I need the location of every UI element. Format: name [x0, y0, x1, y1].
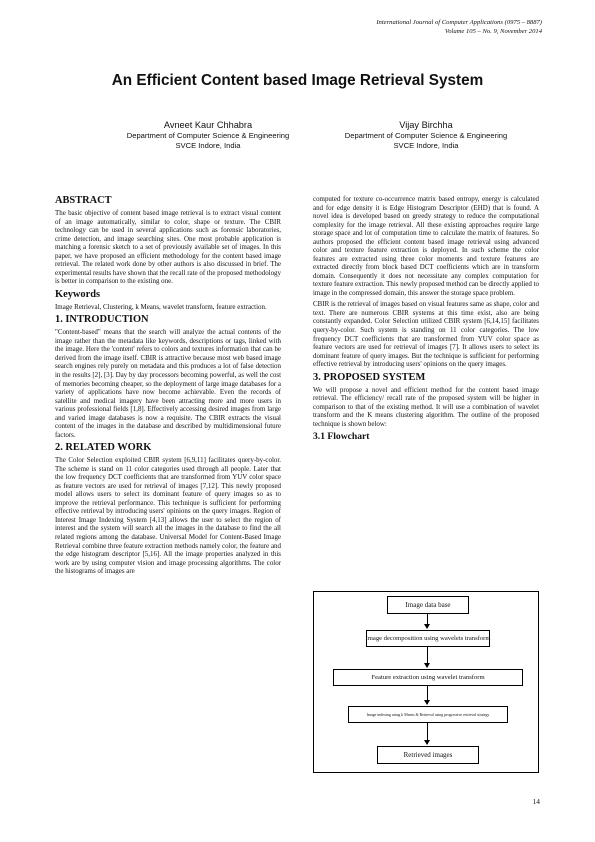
keywords-heading: Keywords — [55, 288, 101, 300]
flow-step-retrieved-images: Retrieved images — [377, 746, 479, 764]
flowchart-frame — [313, 591, 539, 773]
flow-step-image-indexing: Image indexing using k Means & Retrieval using progressive retrieval strategy — [348, 706, 508, 723]
journal-header — [376, 18, 542, 36]
related-work-continued-text: computed for texture co-occurrence matrix based entropy, energy is calculated and for edge density it is Edge Histogram Descriptor (EHD) that is found. A novel idea is developed based on greedy strategy to reduce the computational complexity for the image retrieval. All these existing approaches require large storage space and lot of computation time to calculate the matrix of features. So authors proposed the efficient content based image retrieval using advanced color and texture feature extraction is deployed. In such scheme the color features are extracted using three color moments and texture features are extracted directly from block based DCT coefficients which are in transform domain. Consequently it does not necessitate any complex computation for texture feature extraction. This newly proposed method can be directly applied to image in the compressed domain, this answer the storage space problem. — [313, 195, 539, 297]
flowchart-heading: 3.1 Flowchart — [313, 431, 370, 443]
abstract-heading: ABSTRACT — [55, 195, 112, 206]
journal-volume: Volume 105 – No. 9, November 2014 — [444, 28, 542, 35]
author-institution: SVCE Indore, India — [393, 141, 459, 150]
cbir-paragraph: CBIR is the retrieval of images based on visual features same as shape, color and text. There are numerous CBIR systems at this time exist, also are being constantly expanded. Color Selection utilized CBIR system [6,14,15] facilitates query-by-color. Such system is standing on 11 color categories. The low frequency DCT coefficients that are transformed from YUV color space as feature vectors are used for retrieval of images [7]. It allows users to select its dominant feature of query images. But the technique is sufficient for performing effective retrieval by introducing users' opinions on the query images. — [313, 300, 539, 369]
flow-step-image-database: Image data base — [387, 596, 469, 614]
journal-name: International Journal of Computer Applications (0975 – 8887) — [376, 19, 542, 26]
author-name: Vijay Birchha — [399, 120, 453, 130]
flow-arrow — [427, 686, 428, 704]
proposed-system-text: We will propose a novel and efficient method for the content based image retrieval. The efficiency/ recall rate of the proposed system will be higher in comparison to that of the existing method. It will use a combination of wavelet transform and the K means clustering algorithm. The outline of the proposed technique is shown below: — [313, 385, 539, 428]
author-department: Department of Computer Science & Engineering — [126, 131, 290, 140]
flow-arrow — [427, 647, 428, 667]
abstract-text: The basic objective of content based image retrieval is to extract visual content of an image automatically, similar to color, shape or texture. The CBIR technology can be used in several applications such as forensic laboratories, crime detection, and image searching sites. One most probable application is matching a forensic sketch to a set of previously available set of images. In this paper, we have proposed an efficient methodology for the content based image retrieval. The related work done by other authors is also discussed in brief. The experimental results have shown that the recall rate of the proposed methodology is better in comparison to the existing one. — [55, 209, 281, 286]
keywords-text: Image Retrieval, Clustering, k Means, wavelet transform, feature extraction. — [55, 302, 267, 311]
flow-arrow — [427, 723, 428, 744]
introduction-heading: 1. INTRODUCTION — [55, 314, 149, 326]
flow-step-image-decomposition: Image decomposition using wavelets transform — [366, 630, 490, 647]
page-number: 14 — [532, 797, 540, 806]
author-name: Avneet Kaur Chhabra — [163, 120, 253, 130]
related-work-heading: 2. RELATED WORK — [55, 442, 152, 454]
related-work-text: The Color Selection exploited CBIR system [6,9,11] facilitates query-by-color. The scheme is stand on 11 color categories used through all people. Later that the low frequency DCT coefficients that are transformed from YUV color space as feature vectors are used for retrieval of images [7,12]. This newly proposed model allows users to select its dominant feature of query images so as to improve the retrieval performance. This technique is sufficient for performing effective retrieval by introducing users' opinions on the query images. Region of Interest Image Indexing System [4,13] allows the user to select the region of interest and the system will search all the images in the database to find the all related regions among the database. Universal Model for Content-Based Image Retrieval combine three feature extraction methods namely color, the feature and the edge histogram descriptor [5,16]. All the image properties analyzed in this work are by using computer vision and image processing algorithms. The color the histograms of images are — [55, 456, 281, 576]
proposed-system-heading: 3. PROPOSED SYSTEM — [313, 371, 426, 383]
flow-step-feature-extraction: Feature extraction using wavelet transform — [333, 669, 523, 686]
author-block-2 — [306, 120, 546, 151]
author-block-1 — [88, 120, 328, 151]
right-column — [313, 195, 539, 445]
author-department: Department of Computer Science & Engineering — [344, 131, 508, 140]
introduction-text: "Content-based" means that the search will analyze the actual contents of the image rather than the metadata like keywords, descriptions or tags, linked with the image. Here the 'content' refers to colors and textures information that can be derived from the image itself. CBIR is attractive because most web based image search engines rely purely on metadata and this produces a lot of false detection in the results [2], [3]. Day by day processors becoming powerful, as well the cost of memories becoming cheaper, so the deployment of large image databases for a variety of applications have now become achievable. Even the records of satellite and medical imagery have been attracting more and more users in various professional fields [1,8]. Effectively accessing desired images from large and varied image databases is now a requisite. The CBIR extracts the visual content of the images in the database and described by multidimensional future factors. — [55, 328, 281, 439]
author-institution: SVCE Indore, India — [175, 141, 241, 150]
left-column — [55, 195, 281, 579]
flow-arrow — [427, 614, 428, 628]
paper-title: An Efficient Content based Image Retrieval System — [111, 72, 484, 89]
